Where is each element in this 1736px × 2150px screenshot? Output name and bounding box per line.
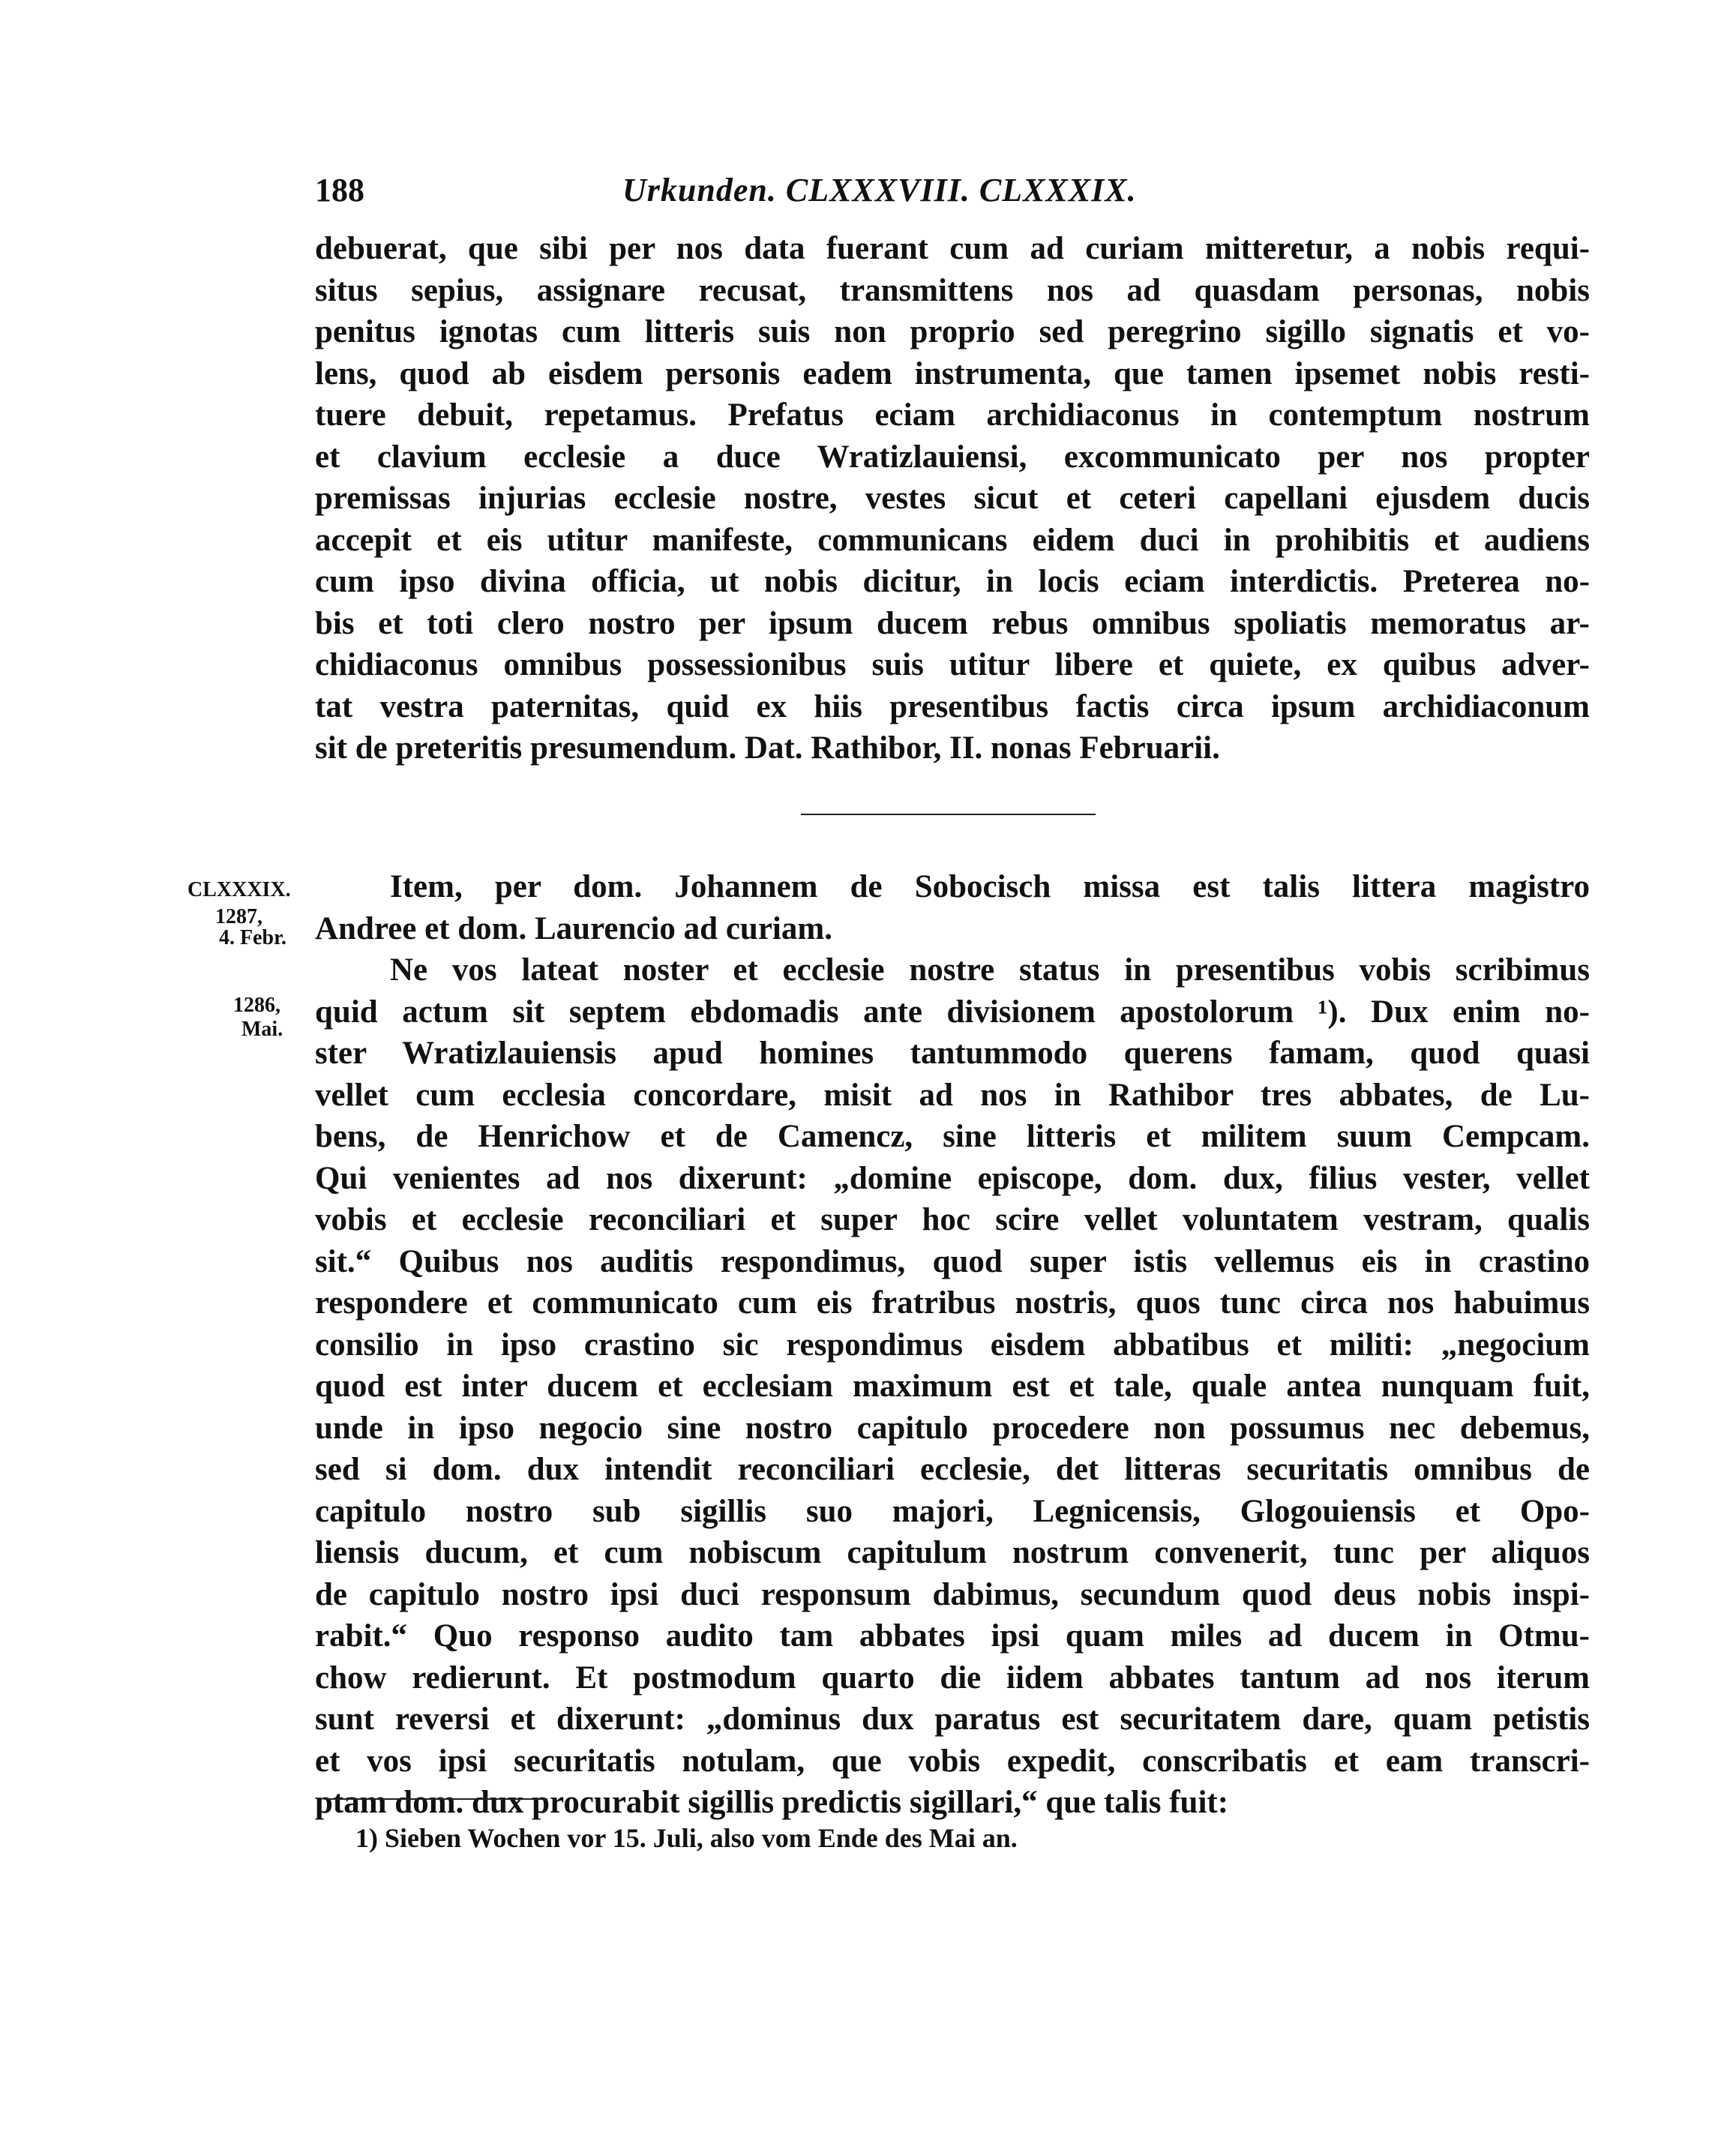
text-line: tuere debuit, repetamus. Prefatus eciam archidiaconus in contemptum nostrum — [315, 397, 1590, 433]
running-title: Urkunden. CLXXXVIII. CLXXXIX. — [622, 172, 1137, 208]
page-number: 188 — [315, 172, 364, 208]
text-line: situs sepius, assignare recusat, transmittens nos ad quasdam personas, nobis — [315, 272, 1590, 308]
text-line: quod est inter ducem et ecclesiam maximum est et tale, quale antea nunquam fuit, — [315, 1369, 1590, 1404]
page-header — [315, 171, 1590, 219]
margin-date-day: 4. Febr. — [219, 926, 286, 949]
text-line: quid actum sit septem ebdomadis ante divisionem apostolorum ¹). Dux enim no- — [315, 994, 1590, 1030]
text-line: ptam dom. dux procurabit sigillis predictis sigillari,“ que talis fuit: — [315, 1785, 1229, 1820]
text-line: vellet cum ecclesia concordare, misit ad nos in Rathibor tres abbates, de Lu- — [315, 1077, 1590, 1113]
text-line: consilio in ipso crastino sic respondimus eisdem abbatibus et militi: „negocium — [315, 1327, 1590, 1363]
text-line: ster Wratizlauiensis apud homines tantummodo querens famam, quod quasi — [315, 1036, 1590, 1071]
text-line: sed si dom. dux intendit reconciliari ecclesie, det litteras securitatis omnibus de — [315, 1452, 1590, 1487]
document-number-label: CLXXXIX. — [187, 878, 291, 901]
text-line: bis et toti clero nostro per ipsum ducem rebus omnibus spoliatis memoratus ar- — [315, 605, 1590, 641]
text-line: chow redierunt. Et postmodum quarto die iidem abbates tantum ad nos iterum — [315, 1660, 1590, 1696]
text-line: Ne vos lateat noster et ecclesie nostre status in presentibus vobis scribimus — [390, 952, 1590, 988]
text-line: premissas injurias ecclesie nostre, vestes sicut et ceteri capellani ejusdem ducis — [315, 481, 1590, 516]
footnote: 1) Sieben Wochen vor 15. Juli, also vom Ende des Mai an. — [355, 1823, 1018, 1853]
text-line: sunt reversi et dixerunt: „dominus dux paratus est securitatem dare, quam petistis — [315, 1702, 1590, 1737]
text-line: et clavium ecclesie a duce Wratizlauiensi, excommunicato per nos propter — [315, 439, 1590, 475]
text-line: cum ipso divina officia, ut nobis dicitur, in locis eciam interdictis. Preterea no- — [315, 564, 1590, 599]
text-line: sit de preteritis presumendum. Dat. Rathibor, II. nonas Februarii. — [315, 730, 1220, 766]
text-line: Andree et dom. Laurencio ad curiam. — [315, 910, 832, 946]
text-line: liensis ducum, et cum nobiscum capitulum nostrum convenerit, tunc per aliquos — [315, 1535, 1590, 1570]
text-line: debuerat, que sibi per nos data fuerant cum ad curiam mitteretur, a nobis requi- — [315, 231, 1590, 266]
text-line: lens, quod ab eisdem personis eadem instrumenta, que tamen ipsemet nobis resti- — [315, 355, 1590, 391]
text-line: chidiaconus omnibus possessionibus suis utitur libere et quiete, ex quibus adver- — [315, 647, 1590, 682]
margin-date-year: 1286, — [233, 994, 280, 1017]
document-188-continuation — [315, 228, 1590, 769]
footnote-rule — [324, 1798, 547, 1800]
text-line: vobis et ecclesie reconciliari et super hoc scire vellet voluntatem vestram, qualis — [315, 1202, 1590, 1237]
text-line: sit.“ Quibus nos auditis respondimus, quod super istis vellemus eis in crastino — [315, 1243, 1590, 1279]
margin-date-year: 1287, — [215, 905, 262, 928]
margin-date-day: Mai. — [241, 1018, 283, 1041]
text-line: Item, per dom. Johannem de Sobocisch missa est talis littera magistro — [390, 869, 1590, 904]
text-line: respondere et communicato cum eis fratribus nostris, quos tunc circa nos habuimus — [315, 1285, 1590, 1321]
text-line: et vos ipsi securitatis notulam, que vobis expedit, conscribatis et eam transcri- — [315, 1743, 1590, 1779]
text-line: tat vestra paternitas, quid ex hiis presentibus factis circa ipsum archidiaconum — [315, 688, 1590, 724]
section-divider — [801, 814, 1096, 815]
text-line: unde in ipso negocio sine nostro capitulo procedere non possumus nec debemus, — [315, 1410, 1590, 1446]
text-line: capitulo nostro sub sigillis suo majori, Legnicensis, Glogouiensis et Opo- — [315, 1493, 1590, 1529]
text-line: penitus ignotas cum litteris suis non proprio sed peregrino sigillo signatis et vo- — [315, 314, 1590, 349]
text-line: Qui venientes ad nos dixerunt: „domine episcope, dom. dux, filius vester, vellet — [315, 1160, 1590, 1196]
document-189 — [315, 866, 1590, 1824]
text-line: accepit et eis utitur manifeste, communicans eidem duci in prohibitis et audiens — [315, 522, 1590, 558]
text-line: rabit.“ Quo responso audito tam abbates ipsi quam miles ad ducem in Otmu- — [315, 1618, 1590, 1654]
text-line: bens, de Henrichow et de Camencz, sine litteris et militem suum Cempcam. — [315, 1119, 1590, 1154]
text-line: de capitulo nostro ipsi duci responsum dabimus, secundum quod deus nobis inspi- — [315, 1576, 1590, 1612]
